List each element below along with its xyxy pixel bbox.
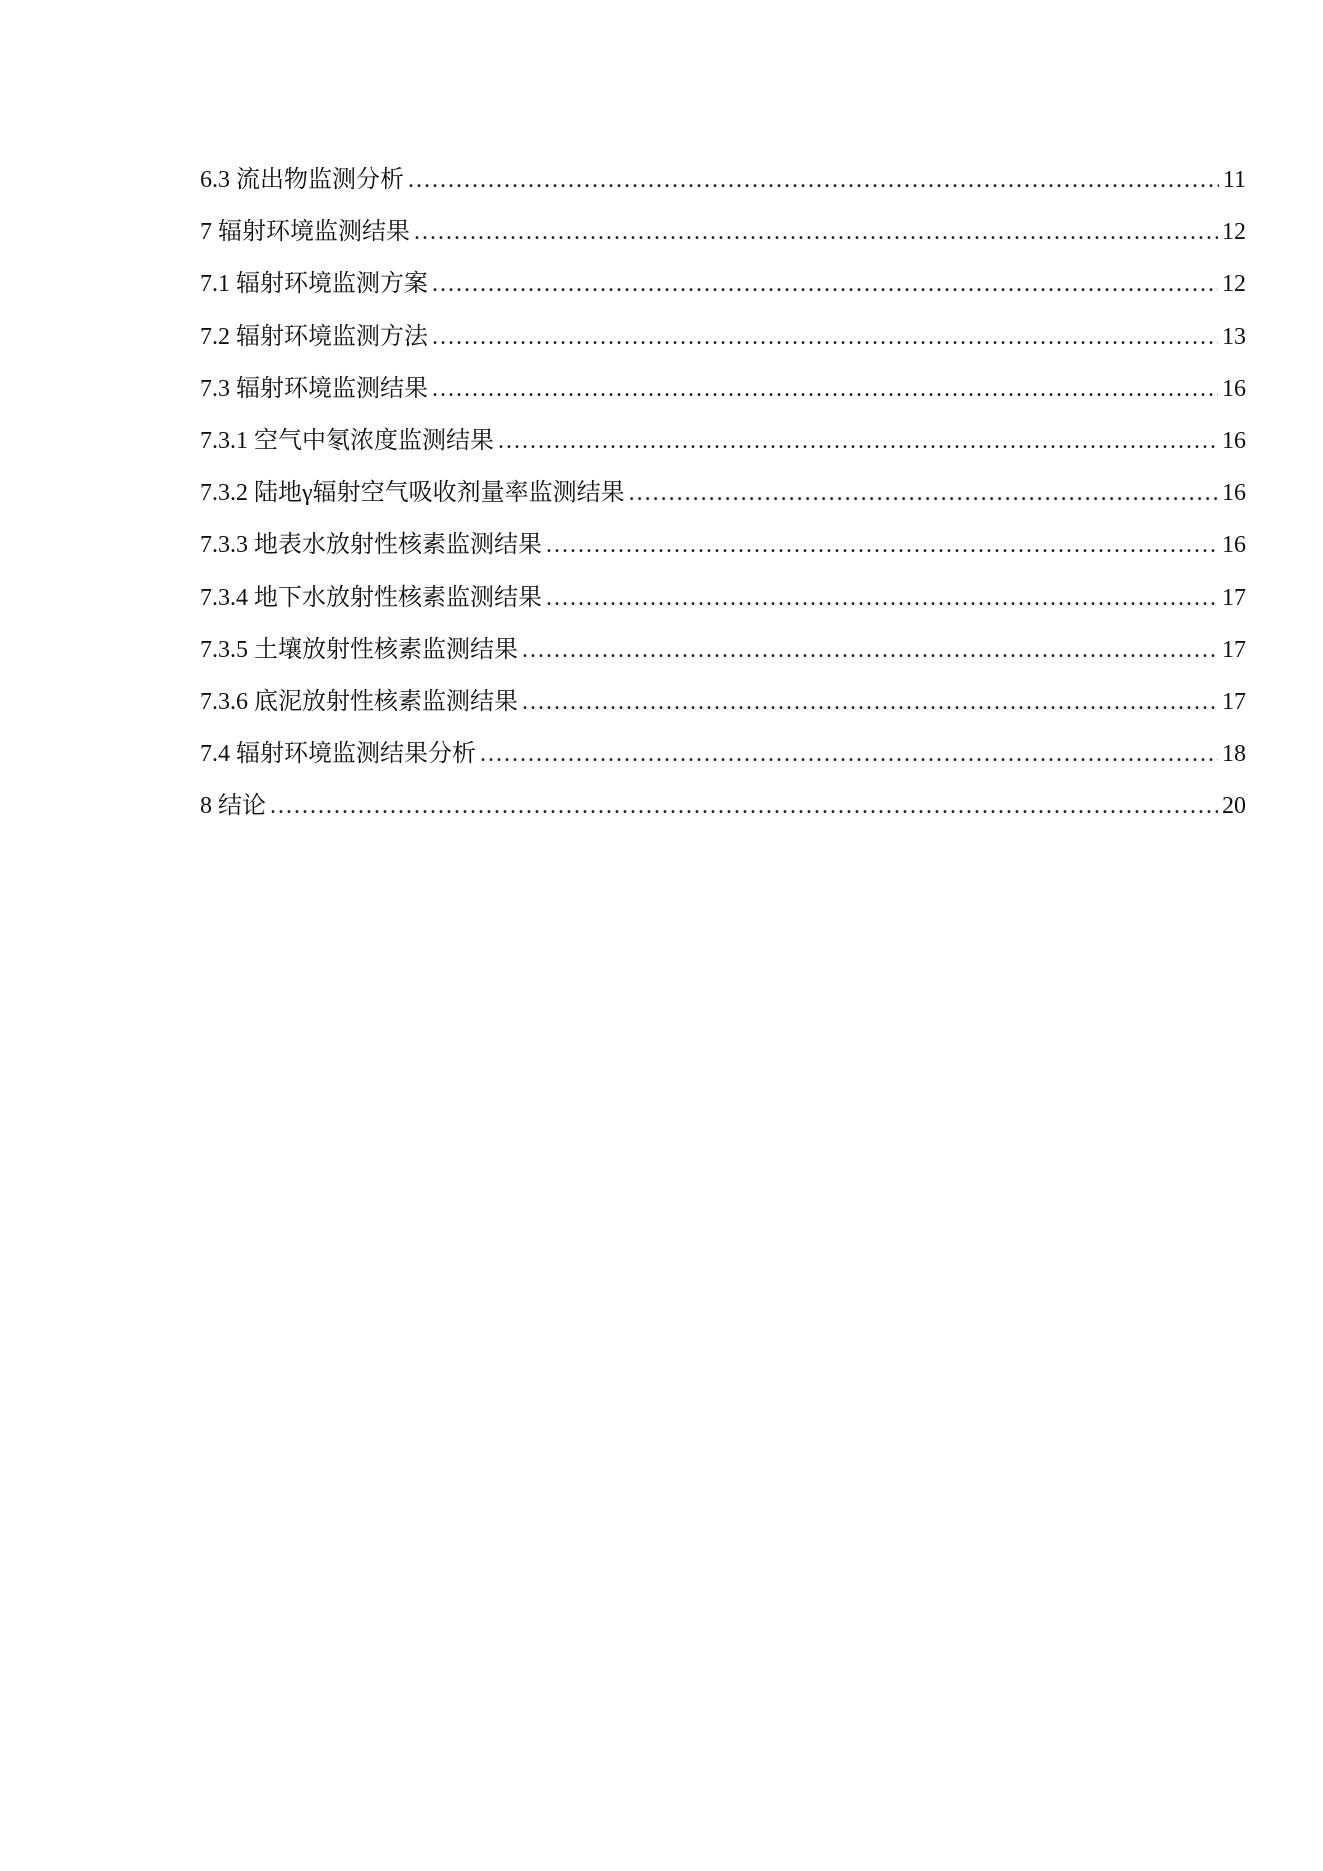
toc-entry[interactable] — [200, 580, 1246, 632]
toc-entry-page: 11 — [1222, 167, 1246, 193]
toc-entry-page: 12 — [1222, 271, 1246, 298]
toc-entry-page: 16 — [1222, 427, 1246, 454]
toc-entry[interactable] — [200, 319, 1246, 371]
toc-entry-title: 7.3 辐射环境监测结果 — [200, 375, 428, 402]
toc-dot-leader — [522, 632, 1218, 668]
toc-entry[interactable] — [200, 632, 1246, 684]
toc-dot-leader — [270, 788, 1218, 824]
toc-entry[interactable] — [200, 266, 1246, 318]
toc-entry[interactable] — [200, 371, 1246, 423]
toc-entry-title: 6.3 流出物监测分析 — [200, 167, 404, 193]
toc-entry-page: 16 — [1222, 532, 1246, 559]
table-of-contents — [200, 162, 1246, 840]
toc-entry-title: 7.3.4 地下水放射性核素监测结果 — [200, 584, 542, 611]
toc-entry-title: 7.3.6 底泥放射性核素监测结果 — [200, 688, 518, 715]
toc-entry-page: 13 — [1222, 323, 1246, 350]
toc-entry-page: 16 — [1222, 480, 1246, 507]
toc-entry-title: 7.2 辐射环境监测方法 — [200, 323, 428, 350]
toc-entry[interactable] — [200, 736, 1246, 788]
toc-entry-title: 7.3.3 地表水放射性核素监测结果 — [200, 532, 542, 559]
toc-dot-leader — [432, 371, 1218, 407]
toc-entry-title: 7.3.1 空气中氡浓度监测结果 — [200, 427, 494, 454]
toc-entry-page: 18 — [1222, 741, 1246, 768]
toc-entry[interactable] — [200, 423, 1246, 475]
toc-entry-title: 7 辐射环境监测结果 — [200, 219, 410, 246]
toc-entry-page: 17 — [1222, 636, 1246, 663]
toc-dot-leader — [414, 214, 1218, 250]
toc-entry-title: 8 结论 — [200, 793, 266, 820]
toc-entry-title: 7.3.2 陆地γ辐射空气吸收剂量率监测结果 — [200, 480, 625, 507]
toc-dot-leader — [546, 580, 1218, 616]
toc-entry[interactable] — [200, 788, 1246, 840]
toc-dot-leader — [408, 162, 1219, 198]
toc-entry[interactable] — [200, 214, 1246, 266]
toc-dot-leader — [629, 475, 1218, 511]
toc-entry-title: 7.3.5 土壤放射性核素监测结果 — [200, 636, 518, 663]
toc-dot-leader — [546, 527, 1218, 563]
toc-dot-leader — [432, 319, 1218, 355]
toc-entry-page: 17 — [1222, 688, 1246, 715]
toc-dot-leader — [522, 684, 1218, 720]
toc-dot-leader — [432, 266, 1218, 302]
toc-entry[interactable] — [200, 527, 1246, 579]
toc-entry[interactable] — [200, 684, 1246, 736]
toc-entry-page: 17 — [1222, 584, 1246, 611]
toc-entry-page: 20 — [1222, 793, 1246, 820]
toc-entry[interactable] — [200, 162, 1246, 214]
toc-entry-title: 7.1 辐射环境监测方案 — [200, 271, 428, 298]
toc-entry-title: 7.4 辐射环境监测结果分析 — [200, 741, 476, 768]
toc-entry-page: 16 — [1222, 375, 1246, 402]
toc-dot-leader — [480, 736, 1218, 772]
toc-entry[interactable] — [200, 475, 1246, 527]
toc-dot-leader — [498, 423, 1218, 459]
toc-entry-page: 12 — [1222, 219, 1246, 246]
